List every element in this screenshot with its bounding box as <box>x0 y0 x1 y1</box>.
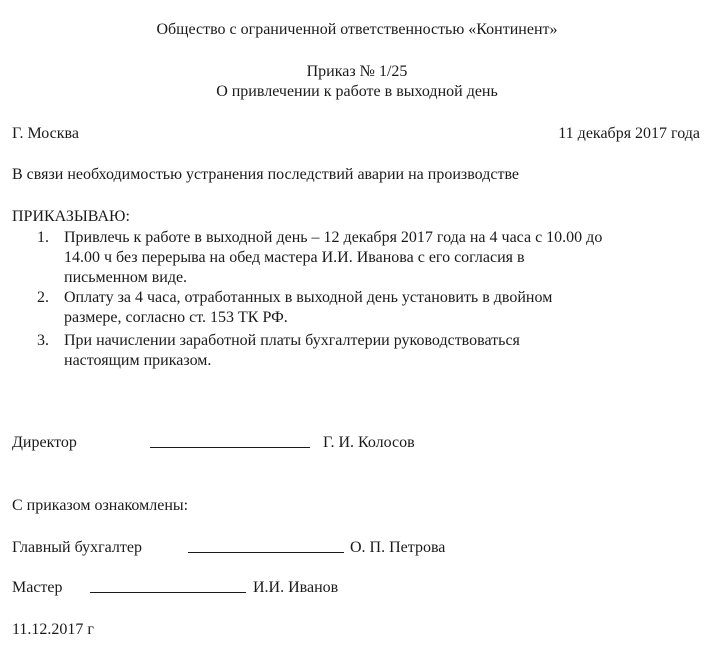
director-title: Директор <box>12 434 77 451</box>
order-date: 11 декабря 2017 года <box>558 125 700 142</box>
item-number: 2. <box>37 289 49 306</box>
item-line: Привлечь к работе в выходной день – 12 декабря 2017 года на 4 часа с 10.00 до <box>64 229 603 246</box>
item-number: 3. <box>37 332 49 349</box>
item-line: настоящим приказом. <box>64 352 212 369</box>
director-name: Г. И. Колосов <box>323 434 415 451</box>
city: Г. Москва <box>12 125 79 142</box>
order-item-1 <box>37 228 700 288</box>
item-line: Оплату за 4 часа, отработанных в выходной день установить в двойном <box>64 289 553 306</box>
acquainted-label: С приказом ознакомлены: <box>12 497 189 514</box>
order-item-2 <box>37 288 700 328</box>
item-number: 1. <box>37 229 49 246</box>
accountant-name: О. П. Петрова <box>350 539 446 556</box>
item-line: размере, согласно ст. 153 ТК РФ. <box>64 309 288 326</box>
master-signature-line <box>90 578 246 599</box>
master-name: И.И. Иванов <box>253 579 339 596</box>
accountant-title: Главный бухгалтер <box>12 539 142 556</box>
order-item-3 <box>37 331 700 371</box>
item-line: письменном виде. <box>64 269 188 286</box>
company-name: Общество с ограниченной ответственностью «Континент» <box>156 21 558 38</box>
accountant-signature-line <box>188 538 344 559</box>
order-word: ПРИКАЗЫВАЮ: <box>12 208 130 225</box>
order-number: Приказ № 1/25 <box>306 63 408 80</box>
director-signature-line <box>150 433 310 454</box>
item-line: 14.00 ч без перерыва на обед мастера И.И. Иванова с его согласия в <box>64 249 525 266</box>
master-title: Мастер <box>12 579 63 596</box>
preamble: В связи необходимостью устранения последствий аварии на производстве <box>12 166 520 183</box>
sign-date: 11.12.2017 г <box>12 621 94 638</box>
item-line: При начислении заработной платы бухгалтерии руководствоваться <box>64 332 520 349</box>
order-subject: О привлечении к работе в выходной день <box>216 83 498 100</box>
